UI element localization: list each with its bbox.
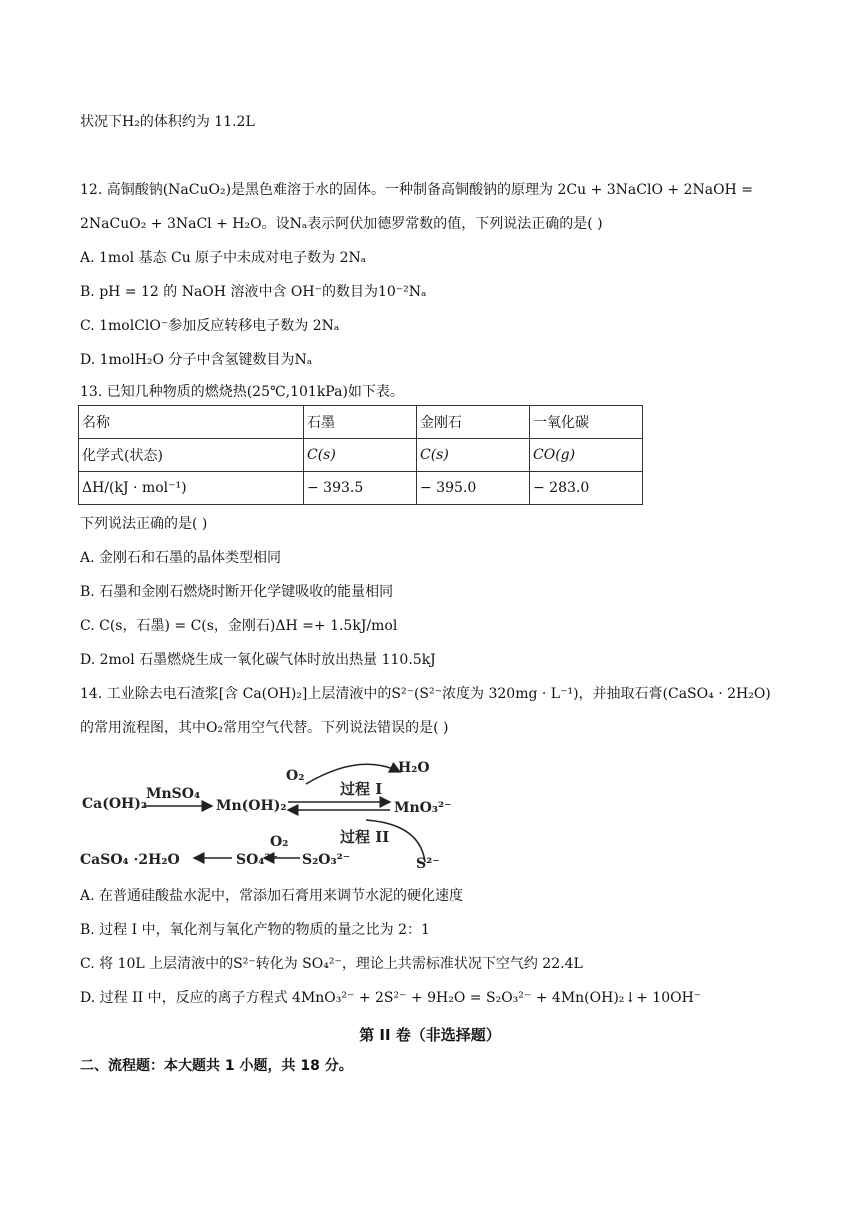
continued-option-text: 状况下H₂的体积约为 11.2L [80, 114, 255, 130]
q13-prompt: 下列说法正确的是( ) [80, 516, 208, 532]
q13-option-d: D. 2mol 石墨燃烧生成一氧化碳气体时放出热量 110.5kJ [80, 652, 436, 668]
q14-option-a: A. 在普通硅酸盐水泥中，常添加石膏用来调节水泥的硬化速度 [80, 888, 464, 904]
process-flow-diagram [80, 752, 460, 877]
table-cell: 化学式(状态) [79, 439, 304, 472]
q13-option-c: C. C(s，石墨) = C(s，金刚石)ΔH =+ 1.5kJ/mol [80, 618, 398, 634]
label-so4: SO₄²⁻ [236, 852, 278, 868]
q14-stem-line1: 14. 工业除去电石渣浆[含 Ca(OH)₂]上层清液中的S²⁻(S²⁻浓度为 320mg · L⁻¹)，并抽取石膏(CaSO₄ · 2H₂O) [80, 686, 771, 702]
table-cell: C(s) [417, 439, 530, 472]
q12-option-b: B. pH = 12 的 NaOH 溶液中含 OH⁻的数目为10⁻²Nₐ [80, 284, 427, 300]
table-cell: C(s) [304, 439, 417, 472]
q13-option-b: B. 石墨和金刚石燃烧时断开化学键吸收的能量相同 [80, 584, 394, 600]
q12-option-a: A. 1mol 基态 Cu 原子中未成对电子数为 2Nₐ [80, 250, 367, 266]
label-gypsum: CaSO₄ ·2H₂O [80, 852, 180, 868]
table-cell: − 393.5 [304, 472, 417, 505]
table-cell: − 395.0 [417, 472, 530, 505]
label-process-1: 过程 I [340, 780, 383, 798]
q14-option-d: D. 过程 II 中，反应的离子方程式 4MnO₃²⁻ + 2S²⁻ + 9H₂O = S₂O₃²⁻ + 4Mn(OH)₂↓+ 10OH⁻ [80, 990, 702, 1006]
table-row [79, 406, 643, 439]
table-cell: 金刚石 [417, 406, 530, 439]
q12-option-d: D. 1molH₂O 分子中含氢键数目为Nₐ [80, 352, 313, 368]
q14-option-b: B. 过程 I 中，氧化剂与氧化产物的物质的量之比为 2：1 [80, 922, 430, 938]
label-o2-top: O₂ [286, 768, 305, 784]
table-cell: 名称 [79, 406, 304, 439]
q14-option-c: C. 将 10L 上层清液中的S²⁻转化为 SO₄²⁻，理论上共需标准状况下空气约 22.4L [80, 956, 583, 972]
q13-stem: 13. 已知几种物质的燃烧热(25℃,101kPa)如下表。 [80, 384, 404, 400]
section-title: 第 II 卷（非选择题） [359, 1026, 501, 1044]
label-mno3: MnO₃²⁻ [394, 800, 452, 816]
label-mnoh2: Mn(OH)₂ [216, 798, 287, 814]
q12-stem-line1: 12. 高铜酸钠(NaCuO₂)是黑色难溶于水的固体。一种制备高铜酸钠的原理为 2Cu + 3NaClO + 2NaOH = [80, 182, 753, 198]
label-process-2: 过程 II [340, 828, 390, 846]
table-cell: 石墨 [304, 406, 417, 439]
label-caoh2: Ca(OH)₂ [82, 796, 148, 812]
label-mnso4: MnSO₄ [146, 786, 201, 802]
table-row [79, 472, 643, 505]
q12-option-c: C. 1molClO⁻参加反应转移电子数为 2Nₐ [80, 318, 340, 334]
q13-option-a: A. 金刚石和石墨的晶体类型相同 [80, 550, 282, 566]
section-two-heading: 二、流程题：本大题共 1 小题，共 18 分。 [80, 1058, 353, 1074]
label-s2: S²⁻ [416, 856, 440, 872]
table-row [79, 439, 643, 472]
table-cell: ΔH/(kJ · mol⁻¹) [79, 472, 304, 505]
label-o2-bottom: O₂ [270, 834, 289, 850]
table-cell: 一氧化碳 [530, 406, 643, 439]
q14-stem-line2: 的常用流程图，其中O₂常用空气代替。下列说法错误的是( ) [80, 720, 449, 736]
combustion-heat-table [78, 405, 643, 505]
table-cell: CO(g) [530, 439, 643, 472]
table-cell: − 283.0 [530, 472, 643, 505]
q12-stem-line2: 2NaCuO₂ + 3NaCl + H₂O。设Nₐ表示阿伏加德罗常数的值，下列说法正确的是( ) [80, 216, 603, 232]
label-h2o: H₂O [398, 760, 430, 776]
label-s2o3: S₂O₃²⁻ [302, 852, 351, 868]
